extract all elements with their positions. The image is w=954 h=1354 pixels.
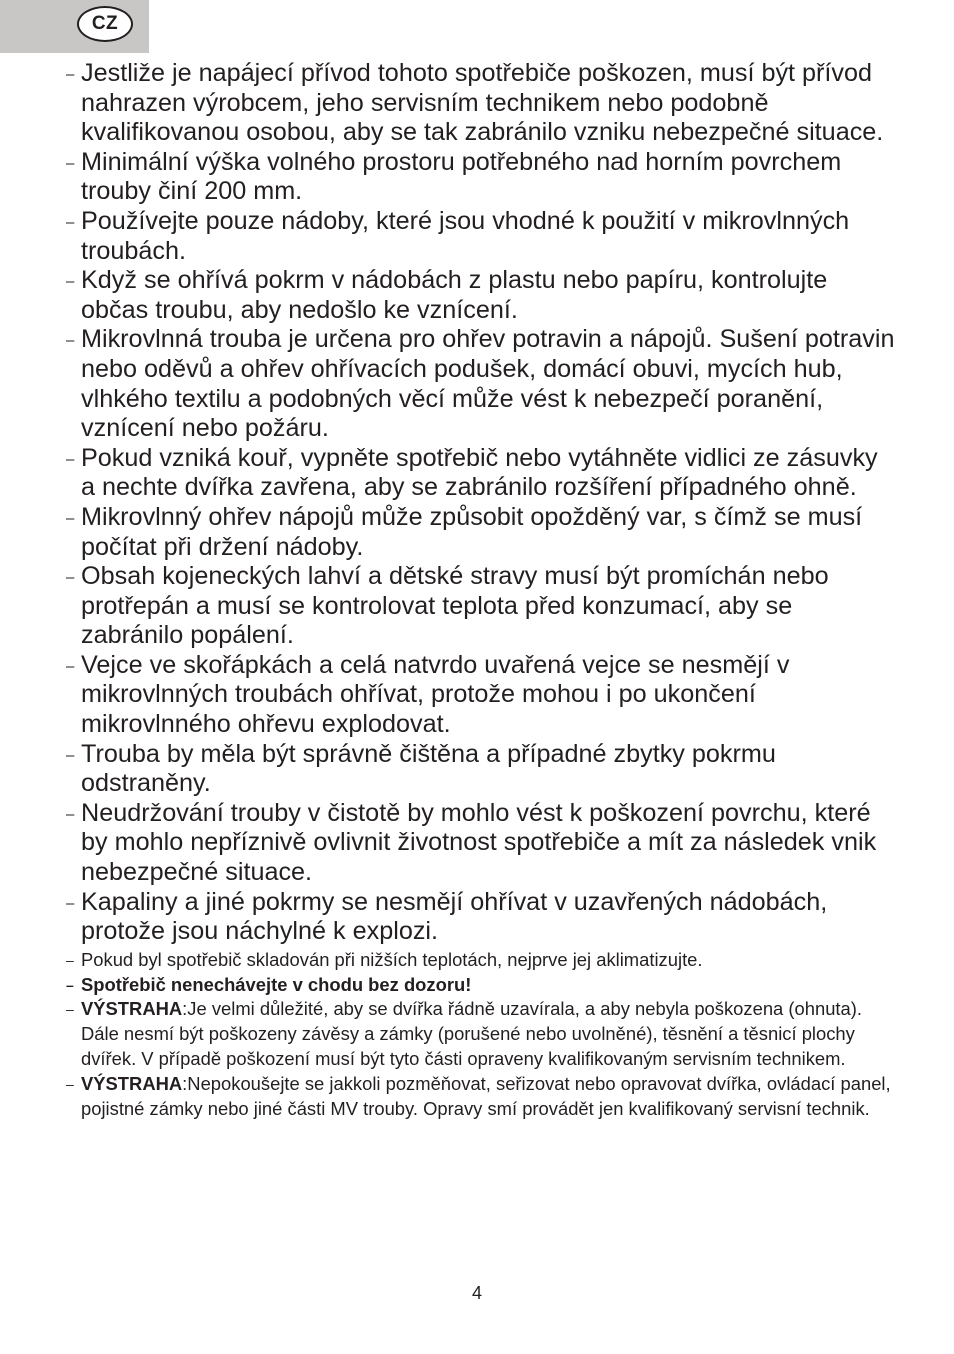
list-item-text: Trouba by měla být správně čištěna a případné zbytky pokrmu odstraněny. (81, 739, 776, 798)
list-item-text: Vejce ve skořápkách a celá natvrdo uvařená vejce se nesmějí v mikrovlnných troubách ohřívat, protože mohou i po ukončení mikrovlnného ohřevu explodovat. (81, 650, 790, 739)
list-dash: – (66, 273, 75, 291)
list-dash: – (66, 894, 75, 912)
list-item (66, 59, 896, 148)
storage-note-text: Pokud byl spotřebič skladován při nižších teplotách, nejprve jej aklimatizujte. (81, 948, 703, 970)
language-badge: CZ (77, 6, 133, 42)
list-dash: – (66, 509, 75, 527)
list-item (66, 651, 896, 740)
safety-instructions-list (66, 59, 896, 1121)
list-item-text: Když se ohřívá pokrm v nádobách z plastu nebo papíru, kontrolujte občas troubu, aby nedošlo ke vznícení. (81, 266, 828, 324)
list-item-text: Neudržování trouby v čistotě by mohlo vést k poškození povrchu, které by mohlo nepříznivě ovlivnit životnost spotřebiče a mít za následek vnik nebezpečné situace. (81, 798, 877, 887)
warning-text: :Nepokoušejte se jakkoli pozměňovat, seřizovat nebo opravovat dvířka, ovládací panel, pojistné zámky nebo jiné části MV trouby. Opravy smí provádět jen kvalifikovaný servisní technik. (81, 1072, 891, 1119)
list-item (66, 562, 896, 651)
tamper-warning (66, 1072, 896, 1122)
list-dash: – (66, 1001, 74, 1018)
list-dash: – (66, 951, 74, 968)
warning-label: VÝSTRAHA (81, 1072, 183, 1094)
list-dash: – (66, 66, 75, 83)
list-dash: – (66, 976, 74, 993)
list-item (66, 799, 896, 888)
list-item-text: Jestliže je napájecí přívod tohoto spotřebiče poškozen, musí být přívod nahrazen výrobcem, jeho servisním technikem nebo podobně kvalifikovanou osobou, aby se tak zabránilo vzniku nebezpečné situace. (81, 59, 884, 147)
list-dash: – (66, 332, 75, 350)
list-item-text: Minimální výška volného prostoru potřebného nad horním povrchem trouby činí 200 mm. (81, 147, 842, 206)
list-dash: – (66, 450, 75, 468)
page-number: 4 (471, 1283, 482, 1303)
list-item-text: Kapaliny a jiné pokrmy se nesmějí ohřívat v uzavřených nádobách, protože jsou náchylné k explozi. (81, 887, 828, 946)
list-item (66, 503, 896, 562)
warning-text: :Je velmi důležité, aby se dvířka řádně uzavírala, a aby nebyla poškozena (ohnuta). Dále nesmí být poškozeny závěsy a zámky (porušené nebo uvolněné), těsnění a těsnicí plochy dvířek. V případě poškození musí být tyto části opraveny kvalifikovaným servisním technikem. (81, 998, 862, 1069)
list-item-text: Mikrovlnný ohřev nápojů může způsobit opožděný var, s čímž se musí počítat při držení nádoby. (81, 502, 863, 561)
list-dash: – (66, 805, 75, 823)
list-item-text: Pokud vzniká kouř, vypněte spotřebič nebo vytáhněte vidlici ze zásuvky a nechte dvířka zavřena, aby se zabránilo rozšíření případného ohně. (81, 443, 878, 502)
list-item-text: Používejte pouze nádoby, které jsou vhodné k použití v mikrovlnných troubách. (81, 206, 850, 265)
list-item (66, 888, 896, 947)
warning-label: VÝSTRAHA (81, 998, 183, 1020)
list-dash: – (66, 154, 75, 172)
list-item (66, 444, 896, 503)
door-warning (66, 997, 896, 1071)
list-dash: – (66, 213, 75, 231)
supervision-note (66, 973, 896, 998)
supervision-note-text: Spotřebič nenechávejte v chodu bez dozoru! (81, 973, 472, 995)
storage-note (66, 948, 896, 973)
list-dash: – (66, 569, 75, 587)
list-item (66, 207, 896, 266)
list-item (66, 325, 896, 443)
list-dash: – (66, 1075, 74, 1092)
list-dash: – (66, 746, 75, 764)
list-item-text: Mikrovlnná trouba je určena pro ohřev potravin a nápojů. Sušení potravin nebo oděvů a ohřev ohřívacích podušek, domácí obuvi, mycích hub, vlhkého textilu a podobných věcí může vést k nebezpečí poranění, vznícení nebo požáru. (81, 325, 895, 443)
list-dash: – (66, 657, 75, 675)
list-item (66, 740, 896, 799)
list-item (66, 148, 896, 207)
list-item (66, 266, 896, 325)
language-tab (0, 0, 149, 53)
list-item-text: Obsah kojeneckých lahví a dětské stravy musí být promíchán nebo protřepán a musí se kontrolovat teplota před konzumací, aby se zabránilo popálení. (81, 562, 829, 650)
